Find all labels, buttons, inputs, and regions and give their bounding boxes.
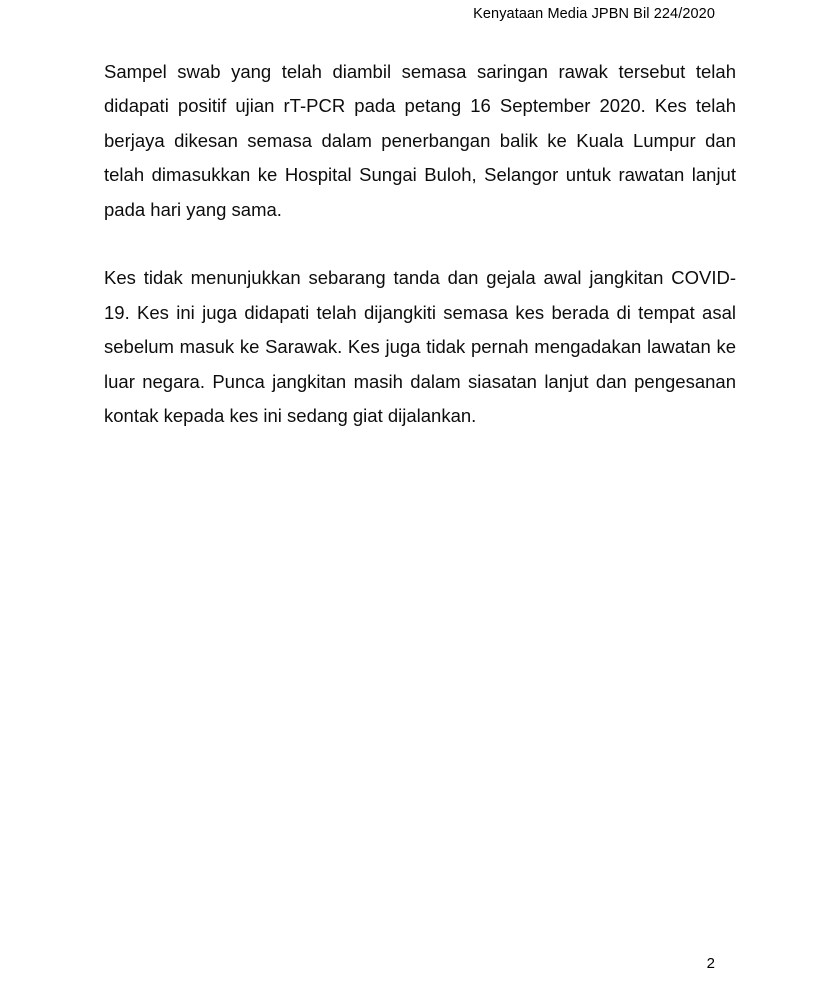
document-header: Kenyataan Media JPBN Bil 224/2020 (473, 6, 715, 22)
paragraph-1: Sampel swab yang telah diambil semasa saringan rawak tersebut telah didapati positif ujian rT-PCR pada petang 16 September 2020. Kes telah berjaya dikesan semasa dalam penerbangan balik ke Kuala Lumpur dan telah dimasukkan ke Hospital Sungai Buloh, Selangor untuk rawatan lanjut pada hari yang sama. (104, 61, 736, 220)
document-body (104, 55, 736, 433)
page-number: 2 (706, 955, 715, 972)
paragraph-2: Kes tidak menunjukkan sebarang tanda dan gejala awal jangkitan COVID-19. Kes ini juga didapati telah dijangkiti semasa kes berada di tempat asal sebelum masuk ke Sarawak. Kes juga tidak pernah mengadakan lawatan ke luar negara. Punca jangkitan masih dalam siasatan lanjut dan pengesanan kontak kepada kes ini sedang giat dijalankan. (104, 267, 736, 427)
